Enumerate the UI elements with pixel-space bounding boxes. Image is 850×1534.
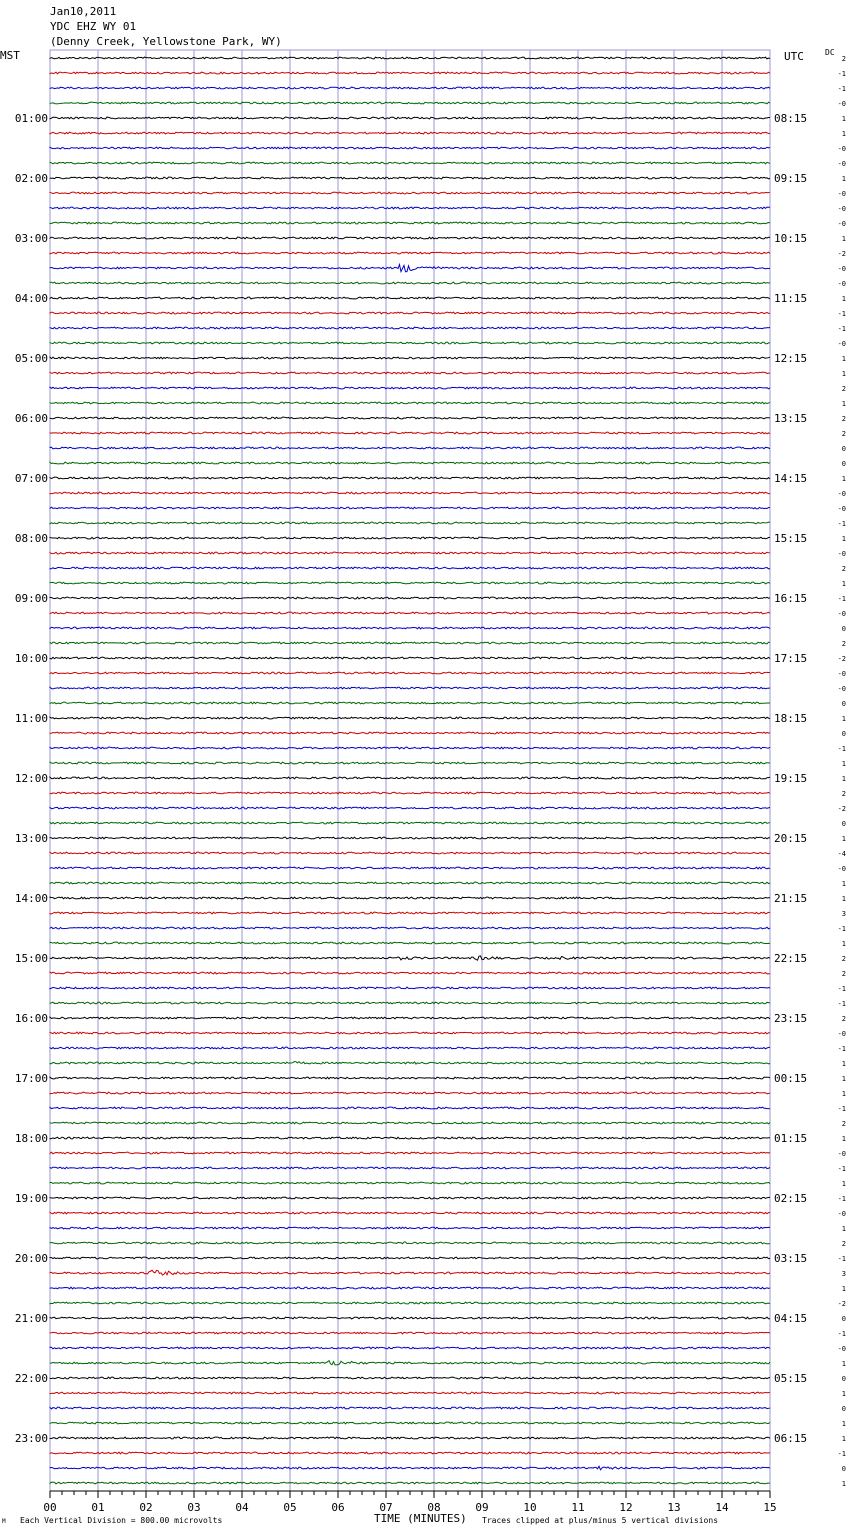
x-tick-label: 00 — [43, 1501, 57, 1514]
dc-offset-value: 1 — [841, 1060, 846, 1068]
dc-offset-value: 1 — [841, 715, 846, 723]
seismic-trace — [50, 342, 770, 344]
dc-offset-value: 3 — [841, 1270, 846, 1278]
right-hour-label: 02:15 — [774, 1192, 808, 1205]
dc-offset-value: 1 — [841, 1075, 846, 1083]
dc-offset-value: -0 — [837, 505, 846, 513]
seismic-trace — [50, 432, 770, 434]
left-hour-label: 20:00 — [14, 1252, 48, 1265]
dc-offset-value: 3 — [841, 910, 846, 918]
left-hour-label: 11:00 — [14, 712, 48, 725]
dc-offset-value: 1 — [841, 400, 846, 408]
seismic-trace — [50, 477, 770, 479]
right-hour-label: 23:15 — [774, 1012, 808, 1025]
dc-offset-value: -0 — [837, 145, 846, 153]
x-tick-label: 15 — [763, 1501, 777, 1514]
dc-offset-value: 0 — [841, 445, 846, 453]
left-hour-label: 12:00 — [14, 772, 48, 785]
seismic-trace — [50, 102, 770, 104]
left-hour-label: 19:00 — [14, 1192, 48, 1205]
seismic-trace — [50, 402, 770, 404]
dc-offset-value: 0 — [841, 1375, 846, 1383]
dc-offset-value: -1 — [837, 1000, 846, 1008]
dc-offset-value: -1 — [837, 520, 846, 528]
dc-offset-value: 0 — [841, 700, 846, 708]
x-tick-label: 14 — [715, 1501, 729, 1514]
dc-offset-value: -1 — [837, 925, 846, 933]
seismic-trace — [50, 747, 770, 749]
seismic-trace — [50, 1167, 770, 1169]
seismic-trace — [50, 1061, 770, 1064]
seismic-trace — [50, 942, 770, 944]
plot-date: Jan10,2011 — [50, 5, 117, 18]
seismic-trace — [50, 1047, 770, 1049]
seismic-trace — [50, 72, 770, 74]
dc-offset-value: 0 — [841, 1405, 846, 1413]
x-tick-label: 07 — [379, 1501, 393, 1514]
seismic-trace — [50, 582, 770, 584]
dc-offset-value: 1 — [841, 355, 846, 363]
dc-offset-value: 2 — [841, 1120, 846, 1128]
right-hour-label: 09:15 — [774, 172, 808, 185]
seismic-trace — [50, 237, 770, 239]
right-timezone-label: UTC — [784, 50, 804, 63]
right-hour-label: 20:15 — [774, 832, 808, 845]
dc-offset-value: 1 — [841, 835, 846, 843]
seismic-trace — [50, 1466, 770, 1470]
left-hour-label: 02:00 — [14, 172, 48, 185]
dc-offset-value: 1 — [841, 1420, 846, 1428]
dc-offset-value: 1 — [841, 1360, 846, 1368]
right-hour-label: 21:15 — [774, 892, 808, 905]
dc-offset-value: -1 — [837, 1165, 846, 1173]
dc-offset-value: -0 — [837, 610, 846, 618]
seismic-trace — [50, 702, 770, 704]
dc-offset-value: -2 — [837, 655, 846, 663]
seismic-trace — [50, 1257, 770, 1259]
seismic-trace — [50, 537, 770, 539]
seismic-trace — [50, 87, 770, 89]
seismic-trace — [50, 1317, 770, 1319]
dc-offset-value: -1 — [837, 310, 846, 318]
dc-offset-value: -1 — [837, 1330, 846, 1338]
dc-offset-value: 1 — [841, 1180, 846, 1188]
dc-offset-value: 1 — [841, 1480, 846, 1488]
seismic-trace — [50, 867, 770, 869]
seismic-trace — [50, 927, 770, 929]
x-tick-label: 04 — [235, 1501, 249, 1514]
dc-offset-value: -0 — [837, 100, 846, 108]
right-hour-label: 03:15 — [774, 1252, 808, 1265]
dc-offset-value: 1 — [841, 760, 846, 768]
x-axis-title: TIME (MINUTES) — [374, 1512, 467, 1525]
dc-offset-value: 2 — [841, 1015, 846, 1023]
seismic-trace — [50, 387, 770, 389]
dc-offset-value: -0 — [837, 550, 846, 558]
x-tick-label: 02 — [139, 1501, 153, 1514]
dc-offset-value: 1 — [841, 130, 846, 138]
left-hour-label: 07:00 — [14, 472, 48, 485]
station-code: YDC EHZ WY 01 — [50, 20, 137, 33]
seismic-trace — [50, 552, 770, 554]
seismic-trace — [50, 312, 770, 314]
seismic-trace — [50, 1212, 770, 1214]
seismic-trace — [50, 462, 770, 464]
seismic-trace — [50, 567, 770, 569]
seismic-trace — [50, 522, 770, 524]
dc-offset-value: -0 — [837, 265, 846, 273]
seismic-trace — [50, 1437, 770, 1439]
seismic-trace — [50, 1227, 770, 1229]
left-hour-label: 14:00 — [14, 892, 48, 905]
dc-offset-value: -1 — [837, 595, 846, 603]
dc-offset-value: -0 — [837, 685, 846, 693]
seismic-trace — [50, 1270, 770, 1275]
seismic-trace — [50, 357, 770, 359]
seismic-trace — [50, 657, 770, 659]
dc-offset-value: -0 — [837, 490, 846, 498]
seismic-trace — [50, 792, 770, 794]
left-hour-label: 01:00 — [14, 112, 48, 125]
seismic-trace — [50, 1392, 770, 1394]
right-hour-label: 15:15 — [774, 532, 808, 545]
seismic-trace — [50, 627, 770, 629]
left-hour-label: 22:00 — [14, 1372, 48, 1385]
dc-offset-value: 1 — [841, 880, 846, 888]
seismic-trace — [50, 57, 770, 59]
label-group — [15, 55, 846, 1514]
right-hour-label: 00:15 — [774, 1072, 808, 1085]
x-tick-label: 13 — [667, 1501, 681, 1514]
seismic-trace — [50, 1107, 770, 1109]
dc-offset-value: 1 — [841, 1225, 846, 1233]
x-tick-label: 08 — [427, 1501, 441, 1514]
dc-offset-value: 1 — [841, 775, 846, 783]
dc-offset-value: -1 — [837, 1045, 846, 1053]
left-hour-label: 15:00 — [14, 952, 48, 965]
dc-offset-value: -4 — [837, 850, 846, 858]
station-location: (Denny Creek, Yellowstone Park, WY) — [50, 35, 282, 48]
seismic-trace — [50, 1017, 770, 1019]
seismic-trace — [50, 762, 770, 764]
left-hour-label: 17:00 — [14, 1072, 48, 1085]
seismic-trace — [50, 264, 770, 271]
seismic-trace — [50, 897, 770, 899]
trace-group — [50, 57, 770, 1484]
seismic-trace — [50, 597, 770, 599]
left-hour-label: 06:00 — [14, 412, 48, 425]
seismic-trace — [50, 297, 770, 299]
right-hour-label: 04:15 — [774, 1312, 808, 1325]
dc-offset-value: 2 — [841, 385, 846, 393]
seismic-trace — [50, 732, 770, 734]
dc-offset-value: 1 — [841, 295, 846, 303]
dc-offset-value: 0 — [841, 730, 846, 738]
seismic-trace — [50, 1302, 770, 1304]
seismic-trace — [50, 327, 770, 329]
scale-note: Each Vertical Division = 800.00 microvolts — [20, 1516, 223, 1525]
seismic-trace — [50, 807, 770, 809]
dc-offset-value: 2 — [841, 1240, 846, 1248]
left-hour-label: 09:00 — [14, 592, 48, 605]
dc-offset-value: -2 — [837, 805, 846, 813]
seismic-trace — [50, 1032, 770, 1034]
dc-offset-value: 2 — [841, 790, 846, 798]
dc-offset-value: 2 — [841, 430, 846, 438]
dc-offset-value: -0 — [837, 340, 846, 348]
seismic-trace — [50, 612, 770, 614]
x-tick-label: 10 — [523, 1501, 537, 1514]
dc-offset-value: -0 — [837, 670, 846, 678]
right-hour-label: 05:15 — [774, 1372, 808, 1385]
right-hour-label: 08:15 — [774, 112, 808, 125]
seismic-trace — [50, 687, 770, 689]
dc-offset-value: -1 — [837, 85, 846, 93]
seismic-trace — [50, 177, 770, 179]
seismic-trace — [50, 1197, 770, 1199]
dc-offset-value: -0 — [837, 865, 846, 873]
right-hour-label: 13:15 — [774, 412, 808, 425]
right-hour-label: 16:15 — [774, 592, 808, 605]
seismic-trace — [50, 672, 770, 674]
seismic-trace — [50, 132, 770, 134]
dc-offset-value: 0 — [841, 820, 846, 828]
seismic-trace — [50, 282, 770, 284]
dc-offset-value: 1 — [841, 115, 846, 123]
seismic-trace — [50, 1377, 770, 1379]
left-hour-label: 13:00 — [14, 832, 48, 845]
left-hour-label: 10:00 — [14, 652, 48, 665]
x-tick-label: 12 — [619, 1501, 633, 1514]
seismic-trace — [50, 1452, 770, 1454]
left-hour-label: 05:00 — [14, 352, 48, 365]
dc-offset-value: 2 — [841, 640, 846, 648]
dc-offset-value: 2 — [841, 955, 846, 963]
seismic-trace — [50, 972, 770, 974]
right-hour-label: 19:15 — [774, 772, 808, 785]
seismic-trace — [50, 717, 770, 719]
left-hour-label: 16:00 — [14, 1012, 48, 1025]
dc-offset-value: 1 — [841, 370, 846, 378]
seismic-trace — [50, 882, 770, 884]
right-hour-label: 10:15 — [774, 232, 808, 245]
dc-offset-value: -0 — [837, 220, 846, 228]
dc-offset-value: 0 — [841, 460, 846, 468]
right-hour-label: 12:15 — [774, 352, 808, 365]
dc-offset-value: -2 — [837, 250, 846, 258]
dc-offset-value: -1 — [837, 325, 846, 333]
seismic-trace — [50, 252, 770, 254]
left-timezone-label: MST — [0, 49, 20, 62]
seismic-trace — [50, 507, 770, 509]
dc-offset-value: -1 — [837, 1450, 846, 1458]
dc-offset-value: 1 — [841, 1135, 846, 1143]
seismic-trace — [50, 1092, 770, 1094]
dc-offset-value: 1 — [841, 175, 846, 183]
dc-offset-value: 1 — [841, 940, 846, 948]
seismic-trace — [50, 956, 770, 960]
dc-offset-value: 0 — [841, 625, 846, 633]
seismic-trace — [50, 1361, 770, 1365]
dc-offset-value: 1 — [841, 1435, 846, 1443]
seismic-trace — [50, 222, 770, 224]
dc-offset-value: -1 — [837, 70, 846, 78]
dc-offset-value: -0 — [837, 1210, 846, 1218]
right-hour-label: 06:15 — [774, 1432, 808, 1445]
dc-column-label: DC — [825, 48, 835, 57]
seismic-trace — [50, 1242, 770, 1244]
x-tick-label: 09 — [475, 1501, 489, 1514]
right-hour-label: 11:15 — [774, 292, 808, 305]
seismic-trace — [50, 987, 770, 989]
seismic-trace — [50, 1287, 770, 1289]
seismic-trace — [50, 372, 770, 374]
x-tick-label: 11 — [571, 1501, 585, 1514]
dc-offset-value: 2 — [841, 970, 846, 978]
seismic-trace — [50, 1137, 770, 1139]
right-hour-label: 17:15 — [774, 652, 808, 665]
seismic-trace — [50, 822, 770, 824]
dc-offset-value: -0 — [837, 190, 846, 198]
seismic-trace — [50, 207, 770, 209]
right-hour-label: 18:15 — [774, 712, 808, 725]
plot-frame — [50, 50, 770, 1491]
seismic-trace — [50, 447, 770, 449]
dc-offset-value: 2 — [841, 565, 846, 573]
dc-offset-value: 0 — [841, 1465, 846, 1473]
dc-offset-value: 1 — [841, 580, 846, 588]
dc-offset-value: 0 — [841, 1315, 846, 1323]
dc-offset-value: -0 — [837, 1150, 846, 1158]
seismic-trace — [50, 777, 770, 779]
dc-offset-value: 1 — [841, 895, 846, 903]
seismic-trace — [50, 1002, 770, 1004]
dc-offset-value: -0 — [837, 1030, 846, 1038]
seismic-trace — [50, 192, 770, 194]
x-tick-label: 05 — [283, 1501, 297, 1514]
left-hour-label: 08:00 — [14, 532, 48, 545]
dc-offset-value: -1 — [837, 1105, 846, 1113]
clip-note: Traces clipped at plus/minus 5 vertical divisions — [482, 1516, 719, 1525]
seismic-trace — [50, 1182, 770, 1184]
right-hour-label: 14:15 — [774, 472, 808, 485]
dc-offset-value: -0 — [837, 1345, 846, 1353]
dc-offset-value: -0 — [837, 205, 846, 213]
x-tick-label: 01 — [91, 1501, 105, 1514]
seismic-trace — [50, 1407, 770, 1409]
seismic-trace — [50, 642, 770, 644]
corner-mark: M — [2, 1518, 6, 1525]
dc-offset-value: -0 — [837, 280, 846, 288]
right-hour-label: 01:15 — [774, 1132, 808, 1145]
dc-offset-value: -1 — [837, 985, 846, 993]
seismic-trace — [50, 837, 770, 839]
dc-offset-value: -1 — [837, 745, 846, 753]
seismic-trace — [50, 1152, 770, 1154]
seismic-trace — [50, 162, 770, 164]
seismic-trace — [50, 1077, 770, 1079]
seismic-trace — [50, 1422, 770, 1424]
dc-offset-value: -2 — [837, 1300, 846, 1308]
dc-offset-value: 1 — [841, 1390, 846, 1398]
dc-offset-value: -1 — [837, 1195, 846, 1203]
dc-offset-value: -0 — [837, 160, 846, 168]
seismic-trace — [50, 1347, 770, 1349]
right-hour-label: 22:15 — [774, 952, 808, 965]
seismic-trace — [50, 852, 770, 854]
left-hour-label: 21:00 — [14, 1312, 48, 1325]
seismic-trace — [50, 147, 770, 149]
dc-offset-value: 2 — [841, 415, 846, 423]
left-hour-label: 03:00 — [14, 232, 48, 245]
seismic-trace — [50, 117, 770, 119]
dc-offset-value: 1 — [841, 535, 846, 543]
dc-offset-value: 1 — [841, 1285, 846, 1293]
dc-offset-value: -1 — [837, 1255, 846, 1263]
dc-offset-value: 1 — [841, 1090, 846, 1098]
seismic-trace — [50, 912, 770, 914]
left-hour-label: 23:00 — [14, 1432, 48, 1445]
seismic-trace — [50, 492, 770, 494]
dc-offset-value: 2 — [841, 55, 846, 63]
seismic-trace — [50, 1482, 770, 1484]
left-hour-label: 18:00 — [14, 1132, 48, 1145]
x-tick-label: 03 — [187, 1501, 201, 1514]
left-hour-label: 04:00 — [14, 292, 48, 305]
dc-offset-value: 1 — [841, 235, 846, 243]
seismic-trace — [50, 1122, 770, 1124]
seismic-trace — [50, 1332, 770, 1334]
dc-offset-value: 1 — [841, 475, 846, 483]
x-tick-label: 06 — [331, 1501, 345, 1514]
seismic-trace — [50, 417, 770, 419]
